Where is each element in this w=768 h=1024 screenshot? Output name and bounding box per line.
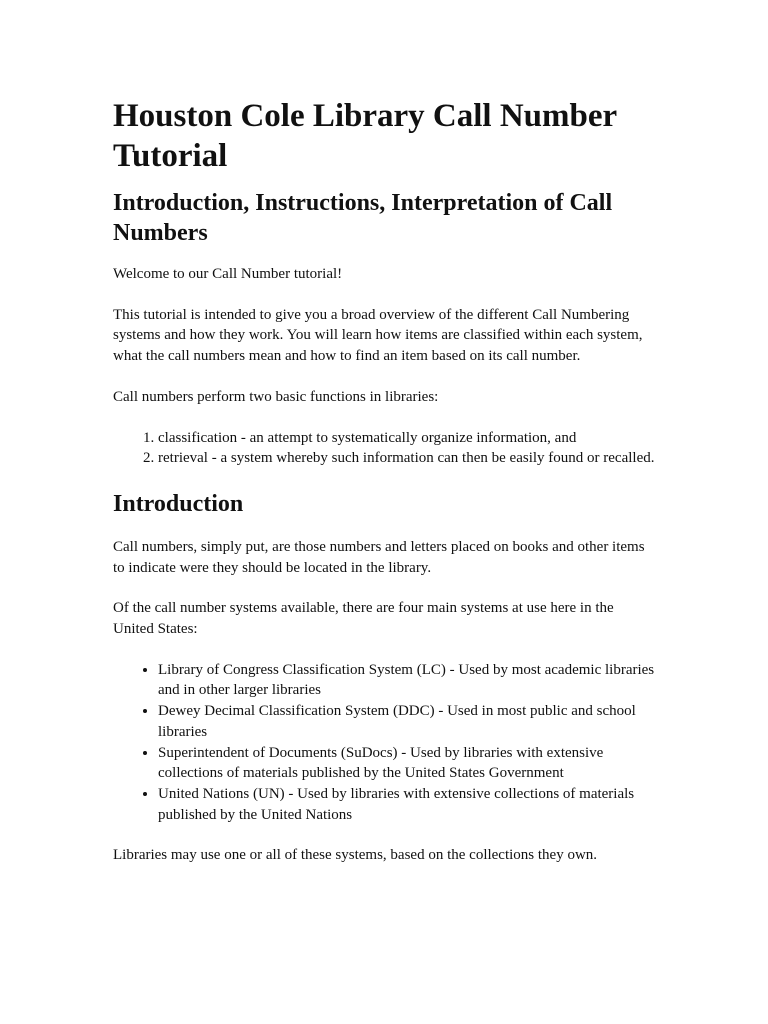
welcome-paragraph: Welcome to our Call Number tutorial! xyxy=(113,266,343,282)
systems-intro-paragraph: Of the call number systems available, there are four main systems at use here in the United States: xyxy=(113,600,614,638)
list-item: • Superintendent of Documents (SuDocs) - Used by libraries with extensive collections of materials published by the United States Government xyxy=(158,743,658,784)
functions-intro-paragraph: Call numbers perform two basic functions in libraries: xyxy=(113,388,439,405)
intro-paragraph: Call numbers, simply put, are those numbers and letters placed on books and other items to indicate were they should be located in the library. xyxy=(113,538,645,576)
list-item: 1. classification - an attempt to systematically organize information, and xyxy=(158,428,658,449)
closing-paragraph: Libraries may use one or all of these systems, based on the collections they own. xyxy=(113,847,598,864)
document-page xyxy=(113,96,658,886)
overview-paragraph: This tutorial is intended to give you a broad overview of the different Call Numbering systems and how they work. You will learn how items are classified within each system, what the call numbers mean and how to find an item based on its call number. xyxy=(113,306,643,365)
list-item: 2. retrieval - a system whereby such information can then be easily found or recalled. xyxy=(158,448,658,469)
list-item: • United Nations (UN) - Used by libraries with extensive collections of materials published by the United Nations xyxy=(158,784,658,825)
list-item: • Dewey Decimal Classification System (DDC) - Used in most public and school libraries xyxy=(158,701,658,742)
section-heading-introduction: Introduction xyxy=(113,490,244,517)
page-subtitle: Introduction, Instructions, Interpretation of Call Numbers xyxy=(113,190,613,246)
systems-list xyxy=(113,660,658,826)
functions-list xyxy=(113,428,658,469)
page-title: Houston Cole Library Call Number Tutorial xyxy=(113,98,617,174)
list-item: • Library of Congress Classification System (LC) - Used by most academic libraries and in other larger libraries xyxy=(158,660,658,701)
